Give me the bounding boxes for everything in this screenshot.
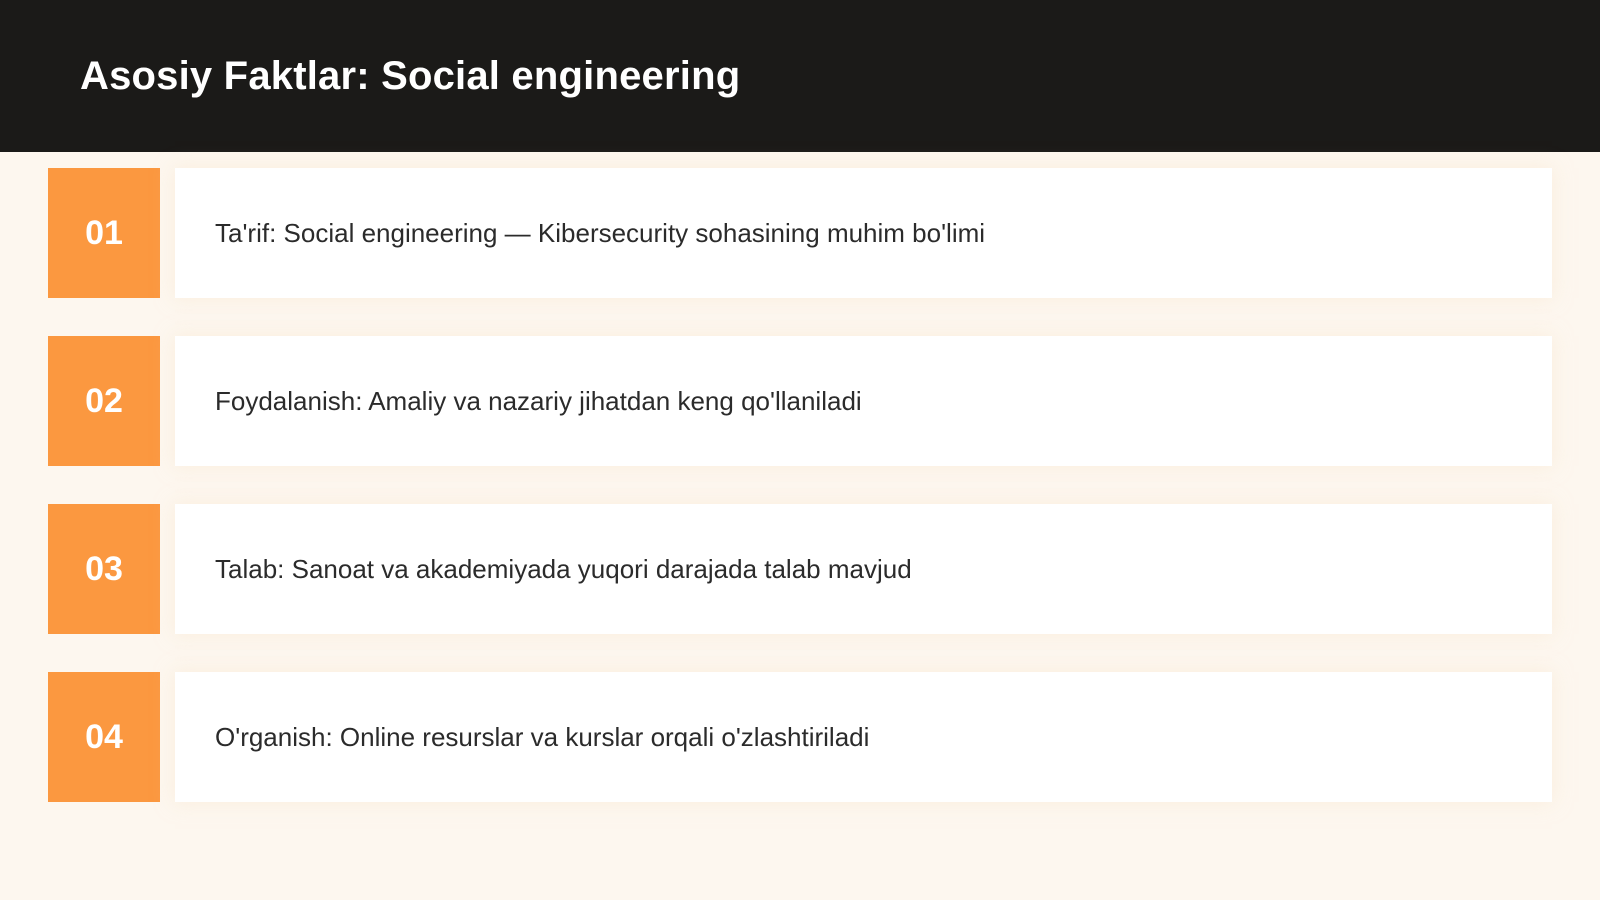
fact-card xyxy=(175,336,1552,466)
number-badge: 04 xyxy=(48,672,160,802)
fact-card xyxy=(175,168,1552,298)
slide-title: Asosiy Faktlar: Social engineering xyxy=(80,54,741,98)
fact-card xyxy=(175,504,1552,634)
number-badge: 01 xyxy=(48,168,160,298)
fact-item-2 xyxy=(48,336,1552,466)
fact-item-4 xyxy=(48,672,1552,802)
fact-text: Ta'rif: Social engineering — Kibersecurity sohasining muhim bo'limi xyxy=(215,217,986,248)
fact-card xyxy=(175,672,1552,802)
fact-item-3 xyxy=(48,504,1552,634)
number-badge: 02 xyxy=(48,336,160,466)
fact-text: Foydalanish: Amaliy va nazariy jihatdan keng qo'llaniladi xyxy=(215,385,862,416)
fact-text: Talab: Sanoat va akademiyada yuqori darajada talab mavjud xyxy=(215,553,912,584)
fact-item-1 xyxy=(48,168,1552,298)
fact-text: O'rganish: Online resurslar va kurslar orqali o'zlashtiriladi xyxy=(215,721,870,752)
number-badge: 03 xyxy=(48,504,160,634)
